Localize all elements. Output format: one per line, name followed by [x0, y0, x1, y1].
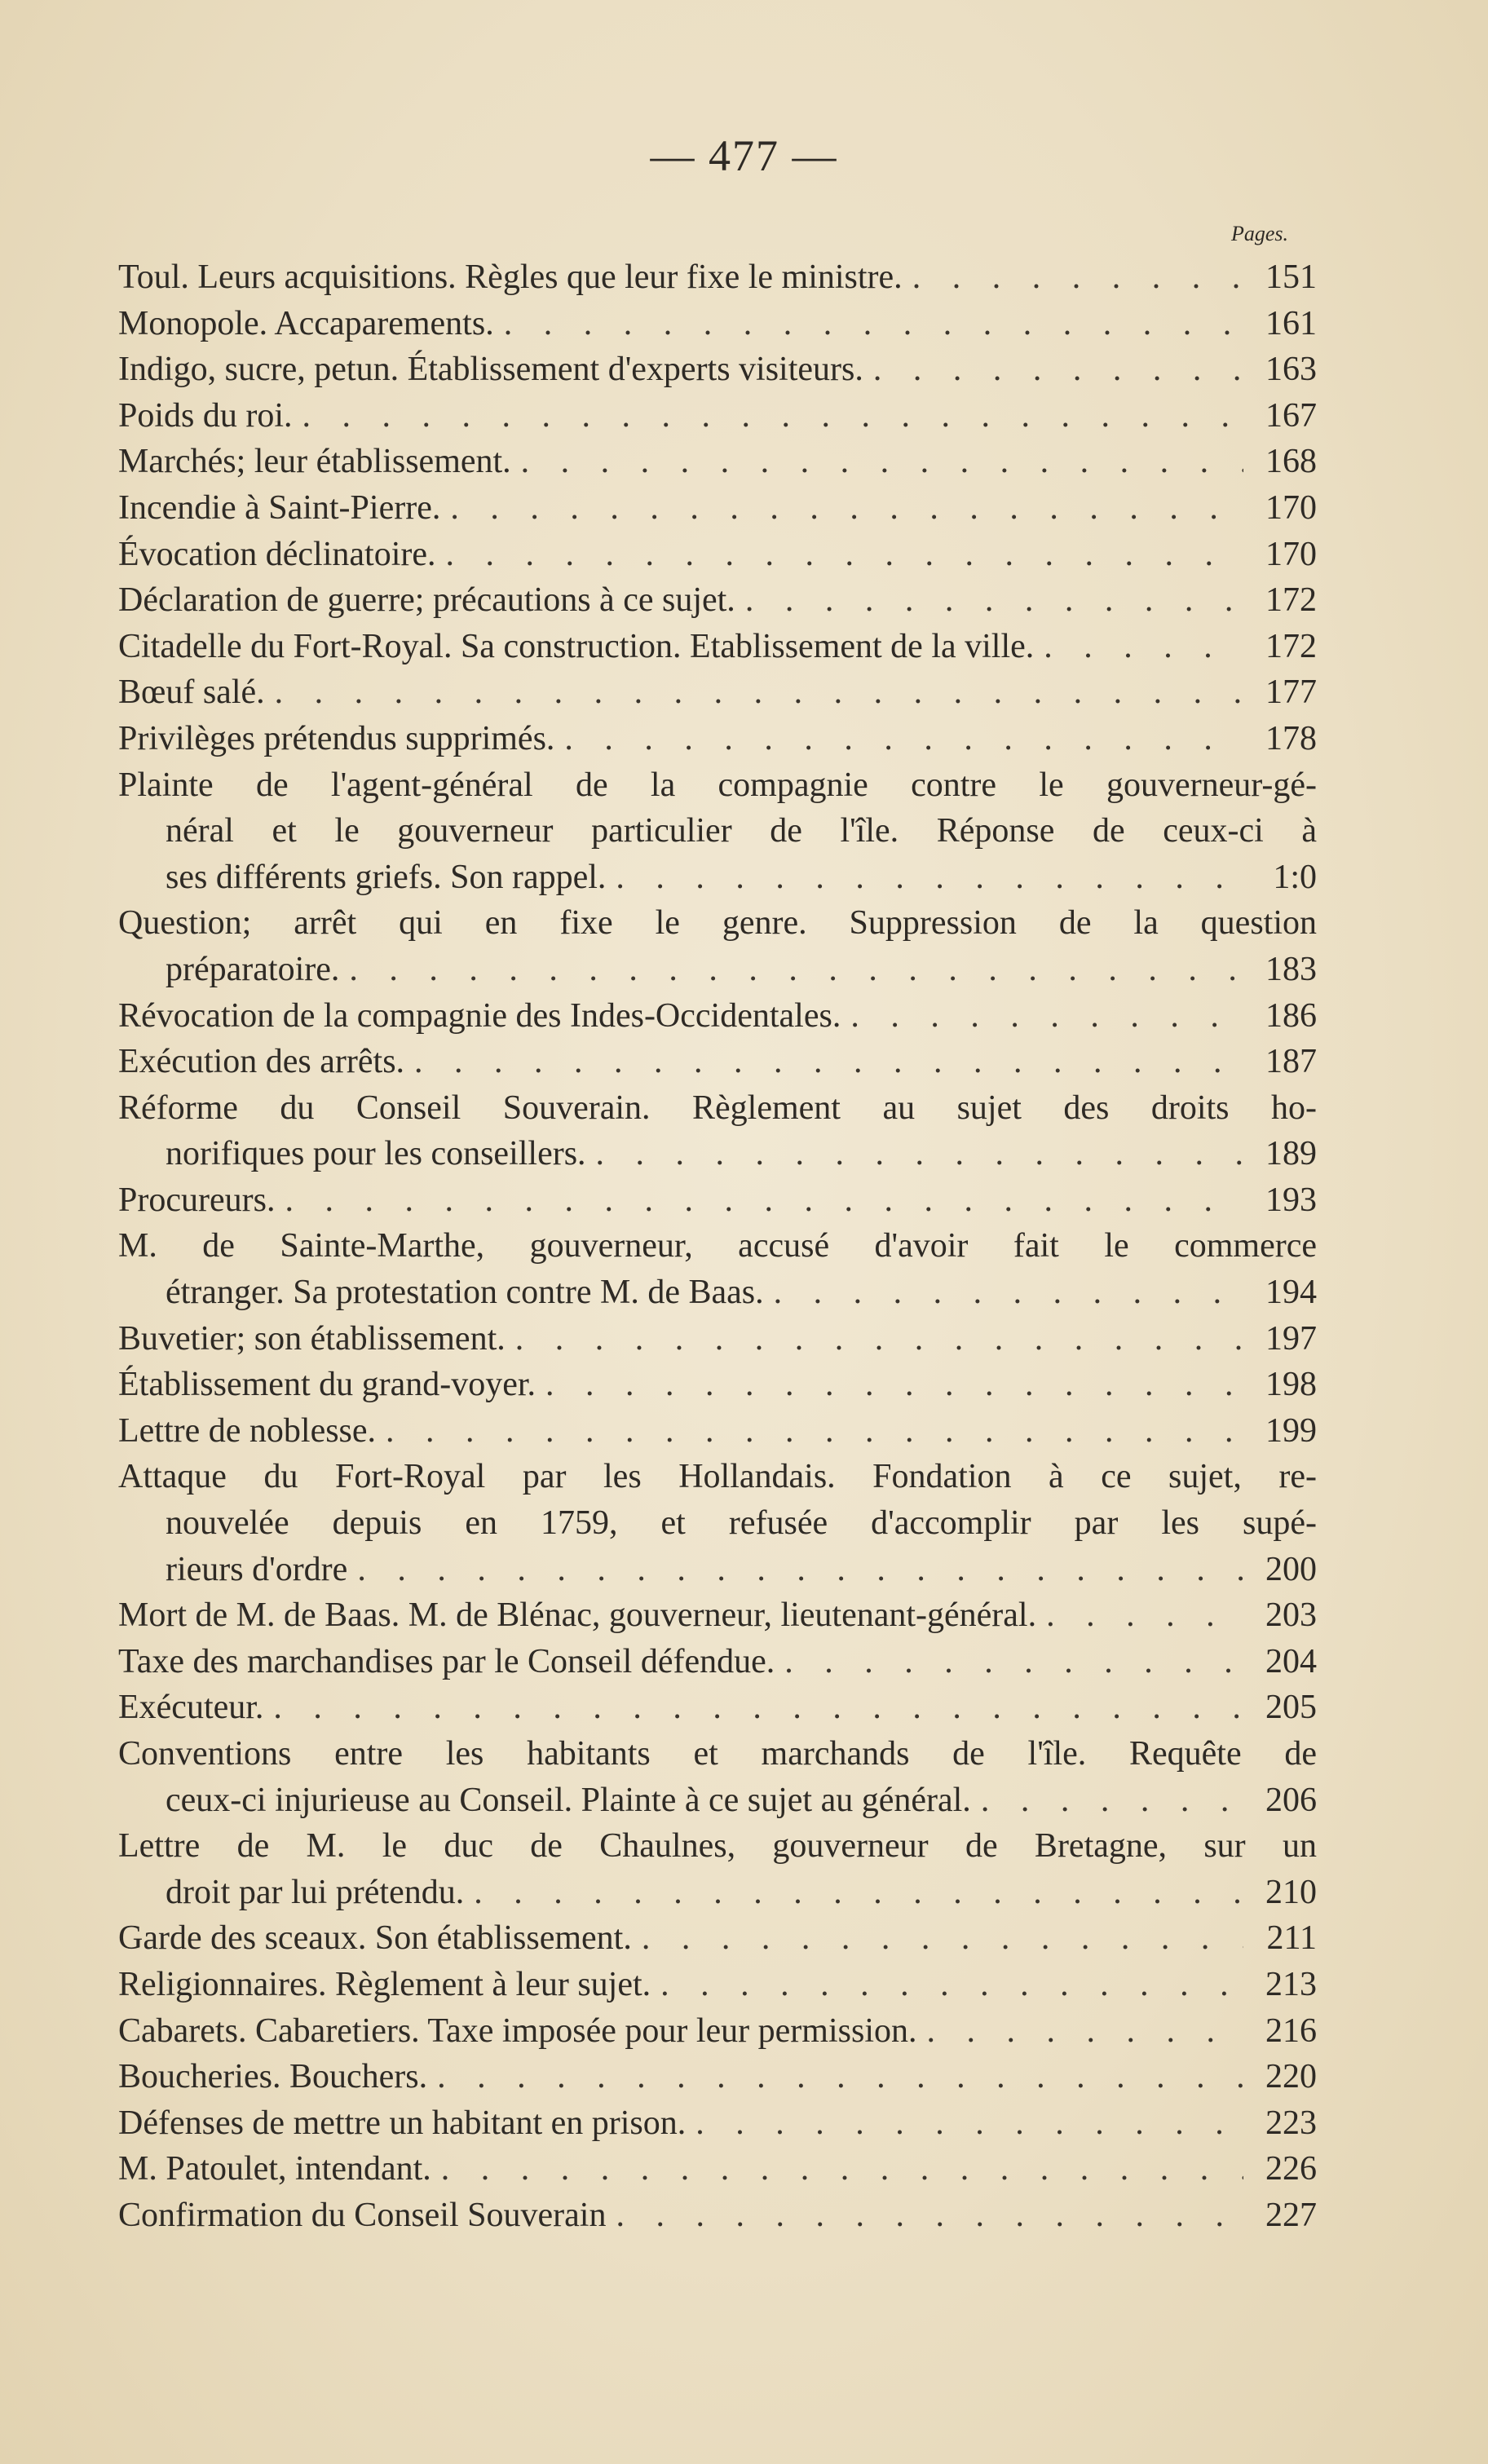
toc-entry: [118, 2192, 1317, 2239]
entry-title: M. Patoulet, intendant.: [118, 2150, 431, 2188]
toc-entry: [118, 624, 1317, 670]
entry-page-number: 161: [1265, 304, 1317, 342]
entry-title: ceux-ci injurieuse au Conseil. Plainte à ce sujet au général.: [166, 1781, 971, 1819]
entry-page-number: 167: [1265, 396, 1317, 435]
dot-leader: [437, 2054, 1243, 2100]
toc-entry-line: [118, 762, 1317, 809]
toc-entry-line: [118, 1362, 1317, 1408]
toc-entry-line: [118, 577, 1317, 624]
entry-title: Indigo, sucre, petun. Établissement d'experts visiteurs.: [118, 351, 863, 389]
toc-entry-line: [118, 1223, 1317, 1270]
entry-page-number: 168: [1265, 443, 1317, 481]
entry-title: Défenses de mettre un habitant en prison.: [118, 2104, 687, 2142]
toc-entry-line: [118, 624, 1317, 670]
toc-entry-line: [118, 1454, 1317, 1500]
entry-page-number: 216: [1265, 2011, 1317, 2050]
dot-leader: [275, 669, 1243, 716]
dot-leader: [414, 1039, 1243, 1085]
toc-entry-line: [118, 1823, 1317, 1870]
entry-title: Confirmation du Conseil Souverain: [118, 2196, 607, 2234]
toc-entry: [118, 669, 1317, 716]
toc-entry: [118, 1454, 1317, 1592]
entry-title: Révocation de la compagnie des Indes-Occidentales.: [118, 996, 841, 1035]
toc-entry-line: [118, 1639, 1317, 1685]
toc-entry-line: [118, 1915, 1317, 1962]
toc-entry: [118, 1915, 1317, 1962]
entry-title: Déclaration de guerre; précautions à ce sujet.: [118, 581, 735, 620]
dot-leader: [285, 1177, 1243, 1224]
toc-entry: [118, 716, 1317, 762]
dot-leader: [745, 577, 1243, 624]
dot-leader: [1046, 1592, 1243, 1639]
toc-entry: [118, 2146, 1317, 2192]
entry-title: néral et le gouverneur particulier de l'île. Réponse de ceux-ci à: [166, 812, 1317, 850]
toc-entry-line: [118, 1777, 1317, 1824]
dot-leader: [474, 1870, 1243, 1916]
toc-entry: [118, 485, 1317, 532]
toc-entry: [118, 2008, 1317, 2055]
toc-entry: [118, 347, 1317, 393]
entry-title: Privilèges prétendus supprimés.: [118, 719, 555, 757]
entry-page-number: 187: [1265, 1043, 1317, 1081]
entry-title: Mort de M. de Baas. M. de Blénac, gouverneur, lieutenant-général.: [118, 1596, 1037, 1635]
dot-leader: [386, 1408, 1243, 1455]
toc-entry: [118, 1223, 1317, 1315]
entry-page-number: 210: [1265, 1873, 1317, 1911]
toc-entry-line: [118, 1592, 1317, 1639]
dot-leader: [981, 1777, 1243, 1824]
entry-title: M. de Sainte-Marthe, gouverneur, accusé d'avoir fait le commerce: [118, 1227, 1317, 1265]
entry-page-number: 189: [1265, 1135, 1317, 1173]
entry-title: Procureurs.: [118, 1181, 276, 1219]
toc-entry: [118, 1962, 1317, 2008]
toc-entry-line: [118, 808, 1317, 854]
entry-page-number: 197: [1265, 1319, 1317, 1358]
toc-entry: [118, 1039, 1317, 1085]
entry-page-number: 170: [1265, 488, 1317, 527]
toc-entry-line: [118, 532, 1317, 578]
entry-title: Boucheries. Bouchers.: [118, 2058, 428, 2096]
toc-entry: [118, 2100, 1317, 2147]
entry-page-number: 177: [1265, 673, 1317, 712]
toc-entry-line: [118, 993, 1317, 1040]
entry-title: Question; arrêt qui en fixe le genre. Suppression de la question: [118, 904, 1317, 943]
toc-entry-line: [118, 393, 1317, 439]
dot-leader: [450, 485, 1243, 532]
entry-title: Citadelle du Fort-Royal. Sa construction. Etablissement de la ville.: [118, 627, 1035, 665]
dot-leader: [873, 347, 1243, 393]
toc-entry: [118, 439, 1317, 485]
entry-page-number: 172: [1265, 581, 1317, 620]
entry-page-number: 226: [1265, 2150, 1317, 2188]
toc-entry: [118, 900, 1317, 992]
dot-leader: [616, 854, 1243, 901]
toc-entry-line: [118, 1408, 1317, 1455]
entry-page-number: 200: [1265, 1550, 1317, 1588]
dot-leader: [850, 993, 1243, 1040]
page-number: — 477 —: [650, 131, 838, 180]
dot-leader: [273, 1685, 1243, 1731]
toc-entry-line: [118, 2192, 1317, 2239]
toc-entry-line: [118, 1731, 1317, 1777]
dot-leader: [446, 532, 1243, 578]
entry-title: Toul. Leurs acquisitions. Règles que leur fixe le ministre.: [118, 258, 903, 296]
toc-entry-line: [118, 669, 1317, 716]
entry-page-number: 1:0: [1273, 858, 1317, 896]
entry-page-number: 172: [1265, 627, 1317, 665]
dot-leader: [616, 2192, 1243, 2239]
toc-entry: [118, 393, 1317, 439]
toc-entry-line: [118, 947, 1317, 993]
dot-leader: [515, 1316, 1243, 1362]
dot-leader: [441, 2146, 1243, 2192]
entry-page-number: 213: [1265, 1965, 1317, 2003]
entry-page-number: 178: [1265, 719, 1317, 757]
entry-page-number: 183: [1265, 950, 1317, 988]
toc-entry: [118, 577, 1317, 624]
toc-entry-line: [118, 2146, 1317, 2192]
dot-leader: [927, 2008, 1244, 2055]
entry-title: Plainte de l'agent-général de la compagnie contre le gouverneur-gé-: [118, 766, 1317, 804]
entry-title: Établissement du grand-voyer.: [118, 1366, 536, 1404]
toc-entry: [118, 2054, 1317, 2100]
toc-entry: [118, 1085, 1317, 1177]
entry-title: Lettre de noblesse.: [118, 1411, 377, 1450]
toc-entry-line: [118, 2100, 1317, 2147]
toc-entry-line: [118, 1270, 1317, 1316]
entry-page-number: 205: [1265, 1689, 1317, 1727]
entry-page-number: 204: [1265, 1642, 1317, 1680]
toc-entry: [118, 1731, 1317, 1823]
toc-entry: [118, 993, 1317, 1040]
entry-title: Religionnaires. Règlement à leur sujet.: [118, 1965, 651, 2003]
entry-title: Réforme du Conseil Souverain. Règlement au sujet des droits ho-: [118, 1088, 1317, 1127]
entry-title: préparatoire.: [166, 950, 340, 988]
entry-page-number: 194: [1265, 1274, 1317, 1312]
toc-entry: [118, 1362, 1317, 1408]
dot-leader: [660, 1962, 1243, 2008]
entry-page-number: 199: [1265, 1411, 1317, 1450]
entry-title: Exécution des arrêts.: [118, 1043, 405, 1081]
toc-entry: [118, 762, 1317, 901]
dot-leader: [642, 1915, 1243, 1962]
toc-entry-line: [118, 1085, 1317, 1132]
toc-entry-line: [118, 1039, 1317, 1085]
toc-entry: [118, 254, 1317, 301]
toc-entry-line: [118, 1962, 1317, 2008]
entry-title: Conventions entre les habitants et marchands de l'île. Requête de: [118, 1735, 1317, 1773]
entry-page-number: 163: [1265, 351, 1317, 389]
entry-title: nouvelée depuis en 1759, et refusée d'accomplir par les supé-: [166, 1504, 1317, 1543]
toc-entry-line: [118, 2054, 1317, 2100]
toc-entry: [118, 1408, 1317, 1455]
entry-title: Garde des sceaux. Son établissement.: [118, 1919, 632, 1958]
entry-page-number: 186: [1265, 996, 1317, 1035]
entry-title: Incendie à Saint-Pierre.: [118, 488, 441, 527]
toc-entry-line: [118, 1500, 1317, 1547]
toc-entry-line: [118, 254, 1317, 301]
toc-entry-line: [118, 1685, 1317, 1731]
entry-title: Lettre de M. le duc de Chaulnes, gouverneur de Bretagne, sur un: [118, 1827, 1317, 1866]
toc-entry-line: [118, 1131, 1317, 1177]
dot-leader: [564, 716, 1243, 762]
toc-entry: [118, 1592, 1317, 1639]
entry-page-number: 220: [1265, 2058, 1317, 2096]
toc-entry: [118, 1823, 1317, 1915]
toc-entry-line: [118, 2008, 1317, 2055]
entry-title: Monopole. Accaparements.: [118, 304, 494, 342]
entry-title: droit par lui prétendu.: [166, 1873, 465, 1911]
toc-entry-line: [118, 1316, 1317, 1362]
toc-entry-line: [118, 1177, 1317, 1224]
dot-leader: [784, 1639, 1243, 1685]
entry-title: norifiques pour les conseillers.: [166, 1135, 586, 1173]
entry-title: Marchés; leur établissement.: [118, 443, 511, 481]
dot-leader: [349, 947, 1243, 993]
entry-title: Évocation déclinatoire.: [118, 535, 436, 573]
toc-entry-line: [118, 485, 1317, 532]
entry-title: rieurs d'ordre: [166, 1550, 348, 1588]
toc-entry: [118, 1685, 1317, 1731]
entry-page-number: 198: [1265, 1366, 1317, 1404]
dot-leader: [912, 254, 1243, 301]
entry-title: ses différents griefs. Son rappel.: [166, 858, 607, 896]
toc-entry-line: [118, 716, 1317, 762]
entry-page-number: 151: [1265, 258, 1317, 296]
toc-entry: [118, 1639, 1317, 1685]
entry-page-number: 223: [1265, 2104, 1317, 2142]
entry-title: Buvetier; son établissement.: [118, 1319, 506, 1358]
entry-title: Cabarets. Cabaretiers. Taxe imposée pour leur permission.: [118, 2011, 917, 2050]
dot-leader: [302, 393, 1243, 439]
dot-leader: [357, 1547, 1243, 1593]
toc-entry-line: [118, 854, 1317, 901]
dot-leader: [545, 1362, 1243, 1408]
entry-page-number: 206: [1265, 1781, 1317, 1819]
toc-entry-line: [118, 1547, 1317, 1593]
dot-leader: [695, 2100, 1243, 2147]
table-of-contents: [118, 254, 1317, 2239]
entry-title: étranger. Sa protestation contre M. de Baas.: [166, 1274, 764, 1312]
dot-leader: [774, 1270, 1243, 1316]
entry-page-number: 211: [1266, 1919, 1317, 1958]
dot-leader: [504, 301, 1243, 347]
dot-leader: [521, 439, 1243, 485]
entry-title: Exécuteur.: [118, 1689, 264, 1727]
toc-entry-line: [118, 439, 1317, 485]
toc-entry-line: [118, 1870, 1317, 1916]
dot-leader: [1044, 624, 1243, 670]
toc-entry-line: [118, 347, 1317, 393]
entry-page-number: 227: [1265, 2196, 1317, 2234]
entry-title: Attaque du Fort-Royal par les Hollandais. Fondation à ce sujet, re-: [118, 1458, 1317, 1496]
entry-page-number: 170: [1265, 535, 1317, 573]
entry-title: Taxe des marchandises par le Conseil défendue.: [118, 1642, 775, 1680]
dot-leader: [596, 1131, 1243, 1177]
toc-entry: [118, 1316, 1317, 1362]
toc-entry: [118, 1177, 1317, 1224]
toc-entry: [118, 301, 1317, 347]
toc-entry: [118, 532, 1317, 578]
toc-entry-line: [118, 900, 1317, 947]
pages-column-header: Pages.: [1231, 222, 1289, 245]
entry-title: Poids du roi.: [118, 396, 293, 435]
toc-entry-line: [118, 301, 1317, 347]
entry-title: Bœuf salé.: [118, 673, 265, 712]
entry-page-number: 193: [1265, 1181, 1317, 1219]
entry-page-number: 203: [1265, 1596, 1317, 1635]
